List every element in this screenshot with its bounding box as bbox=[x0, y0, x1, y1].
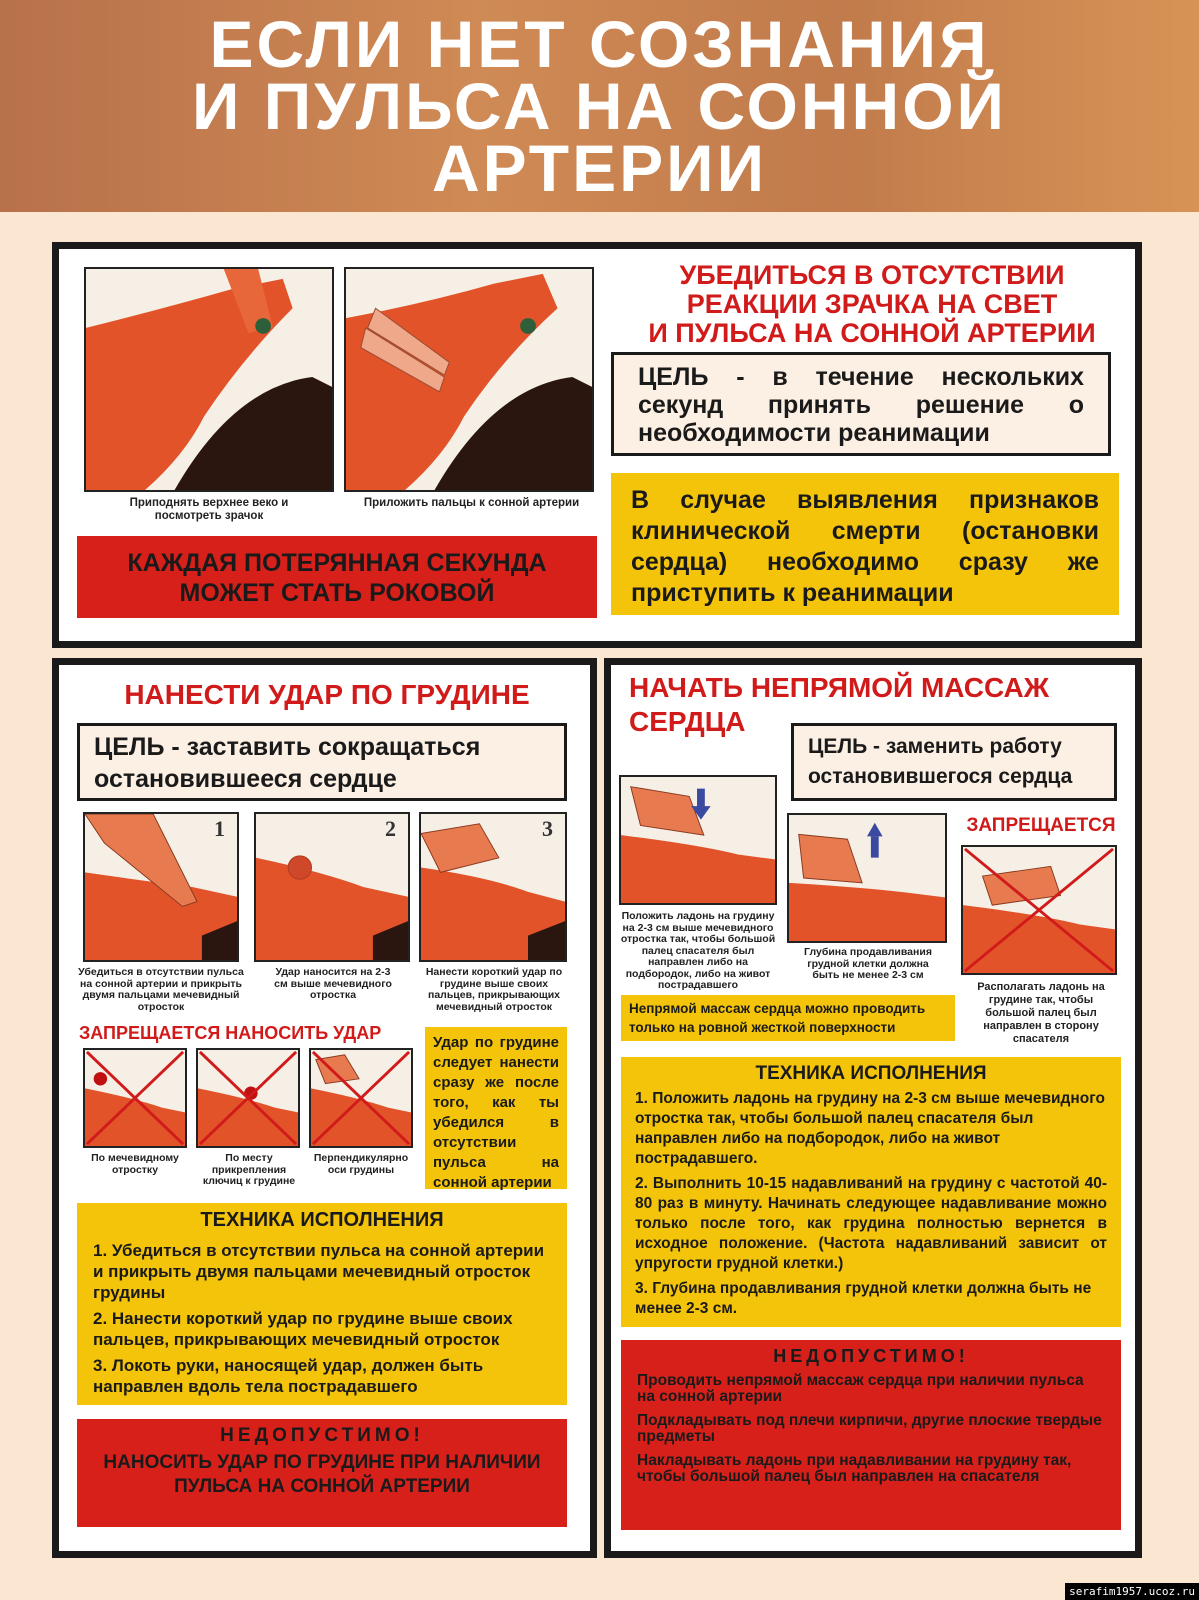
massage-inadmissible-item-3: Накладывать ладонь при надавливании на грудину так, чтобы большой палец был направлен на спасателя bbox=[637, 1452, 1072, 1485]
carotid-pulse-photo bbox=[344, 267, 594, 492]
carotid-pulse-caption: Приложить пальцы к сонной артерии bbox=[363, 497, 580, 509]
every-second-warning: КАЖДАЯ ПОТЕРЯННАЯ СЕКУНДА МОЖЕТ СТАТЬ РОКОВОЙ bbox=[77, 536, 597, 618]
strike-technique-item-1: 1. Убедиться в отсутствии пульса на сонной артерии и прикрыть двумя пальцами мечевидный отросток грудины bbox=[93, 1241, 545, 1302]
forbidden-photo-3 bbox=[309, 1048, 413, 1148]
top-panel bbox=[52, 242, 1142, 648]
site-watermark: serafim1957.ucoz.ru bbox=[1065, 1583, 1199, 1600]
heart-massage-title-line-1: НАЧАТЬ НЕПРЯМОЙ МАССАЖ bbox=[629, 672, 1050, 703]
strike-inadmissible-title: НЕДОПУСТИМО! bbox=[220, 1425, 424, 1446]
step-photo-1 bbox=[83, 812, 239, 962]
massage-caption-1: Положить ладонь на грудину на 2-3 см выше мечевидного отростка так, чтобы большой палец спасателя был направлен либо на подбородок, либо на живот пострадавшего bbox=[620, 910, 776, 991]
check-pupil-title-line-2: РЕАКЦИИ ЗРАЧКА НА СВЕТ bbox=[686, 289, 1058, 319]
step-caption-3: Нанести короткий удар по грудине выше своих пальцев, прикрывающих мечевидный отросток bbox=[425, 966, 563, 1013]
strike-timing-note: Удар по грудине следует нанести сразу же после того, как ты убедился в отсутствии пульса на сонной артерии bbox=[425, 1027, 567, 1189]
eyelid-check-caption: Приподнять верхнее веко и посмотреть зрачок bbox=[129, 497, 289, 522]
massage-technique-item-2: 2. Выполнить 10-15 надавливаний на грудину с частотой 40-80 раз в минуту. Начинать следующее надавливание можно только после того, как грудина полностью вернется в исходное положение. (Частота надавливаний зависит от упругости грудной клетки.) bbox=[635, 1175, 1107, 1272]
eyelid-check-photo bbox=[84, 267, 334, 492]
strike-technique-title: ТЕХНИКА ИСПОЛНЕНИЯ bbox=[200, 1209, 444, 1231]
strike-inadmissible-box bbox=[77, 1419, 567, 1527]
massage-technique-box bbox=[621, 1057, 1121, 1327]
heart-massage-panel bbox=[604, 658, 1142, 1558]
forbidden-photo-2 bbox=[196, 1048, 300, 1148]
step-photo-3 bbox=[419, 812, 567, 962]
step-number-2: 2 bbox=[385, 816, 396, 841]
surface-note: Непрямой массаж сердца можно проводить только на ровной жесткой поверхности bbox=[621, 995, 955, 1041]
massage-technique-item-1: 1. Положить ладонь на грудину на 2-3 см выше мечевидного отростка так, чтобы большой палец спасателя был направлен либо на подбородок, либо на живот пострадавшего. bbox=[635, 1090, 1105, 1167]
massage-caption-2: Глубина продавливания грудной клетки должна быть не менее 2-3 см bbox=[804, 946, 932, 981]
sternum-goal-box: ЦЕЛЬ - заставить сокращаться остановившееся сердце bbox=[77, 723, 567, 801]
massage-technique-title: ТЕХНИКА ИСПОЛНЕНИЯ bbox=[755, 1063, 987, 1084]
step-number-3: 3 bbox=[542, 816, 553, 841]
strike-technique-box bbox=[77, 1203, 567, 1405]
check-pupil-title bbox=[607, 261, 1137, 348]
massage-forbidden-title: ЗАПРЕЩАЕТСЯ bbox=[966, 815, 1116, 836]
poster-header bbox=[0, 0, 1199, 212]
check-pupil-title-line-3: И ПУЛЬСА НА СОННОЙ АРТЕРИИ bbox=[648, 318, 1096, 348]
step-number-1: 1 bbox=[214, 816, 225, 841]
strike-technique-item-2: 2. Нанести короткий удар по грудине выше своих пальцев, прикрывающих мечевидный отросток bbox=[93, 1309, 513, 1349]
step-caption-2: Удар наносится на 2-3 см выше мечевидного отростка bbox=[274, 966, 392, 1001]
heart-massage-title-line-2: СЕРДЦА bbox=[629, 706, 746, 737]
massage-caption-3: Располагать ладонь на грудине так, чтобы большой палец был направлен в сторону спасателя bbox=[977, 981, 1105, 1045]
strike-inadmissible-text: НАНОСИТЬ УДАР ПО ГРУДИНЕ ПРИ НАЛИЧИИ ПУЛЬСА НА СОННОЙ АРТЕРИИ bbox=[103, 1452, 541, 1497]
massage-inadmissible-title: НЕДОПУСТИМО! bbox=[773, 1346, 969, 1366]
step-photo-2 bbox=[254, 812, 410, 962]
massage-inadmissible-box bbox=[621, 1340, 1121, 1530]
massage-inadmissible-item-1: Проводить непрямой массаж сердца при наличии пульса на сонной артерии bbox=[637, 1372, 1084, 1405]
step-caption-1: Убедиться в отсутствии пульса на сонной артерии и прикрыть двумя пальцами мечевидный отросток bbox=[78, 966, 244, 1013]
massage-inadmissible-item-2: Подкладывать под плечи кирпичи, другие плоские твердые предметы bbox=[637, 1412, 1102, 1445]
massage-photo-2 bbox=[787, 813, 947, 943]
forbidden-strike-title: ЗАПРЕЩАЕТСЯ НАНОСИТЬ УДАР bbox=[79, 1023, 382, 1043]
forbidden-caption-3: Перпендикулярно оси грудины bbox=[313, 1152, 409, 1176]
header-line-1: ЕСЛИ НЕТ СОЗНАНИЯ bbox=[209, 7, 990, 81]
strike-technique-item-3: 3. Локоть руки, наносящей удар, должен быть направлен вдоль тела пострадавшего bbox=[93, 1356, 484, 1396]
sternum-strike-panel bbox=[52, 658, 597, 1558]
massage-goal-box: ЦЕЛЬ - заменить работу остановившегося сердца bbox=[791, 723, 1117, 801]
forbidden-caption-2: По месту прикрепления ключиц к грудине bbox=[202, 1152, 296, 1187]
forbidden-caption-1: По мечевидному отростку bbox=[91, 1152, 179, 1176]
massage-photo-1 bbox=[619, 775, 777, 905]
clinical-death-note: В случае выявления признаков клинической смерти (остановки сердца) необходимо сразу же приступить к реанимации bbox=[611, 473, 1119, 615]
header-line-3: АРТЕРИИ bbox=[431, 131, 768, 205]
sternum-strike-title: НАНЕСТИ УДАР ПО ГРУДИНЕ bbox=[124, 679, 530, 710]
check-goal-box: ЦЕЛЬ - в течение нескольких секунд принять решение о необходимости реанимации bbox=[611, 352, 1111, 456]
massage-photo-3-forbidden bbox=[961, 845, 1117, 975]
check-pupil-title-line-1: УБЕДИТЬСЯ В ОТСУТСТВИИ bbox=[679, 260, 1065, 290]
massage-technique-item-3: 3. Глубина продавливания грудной клетки должна быть не менее 2-3 см. bbox=[635, 1280, 1092, 1317]
header-line-2: И ПУЛЬСА НА СОННОЙ bbox=[192, 69, 1007, 143]
forbidden-photo-1 bbox=[83, 1048, 187, 1148]
